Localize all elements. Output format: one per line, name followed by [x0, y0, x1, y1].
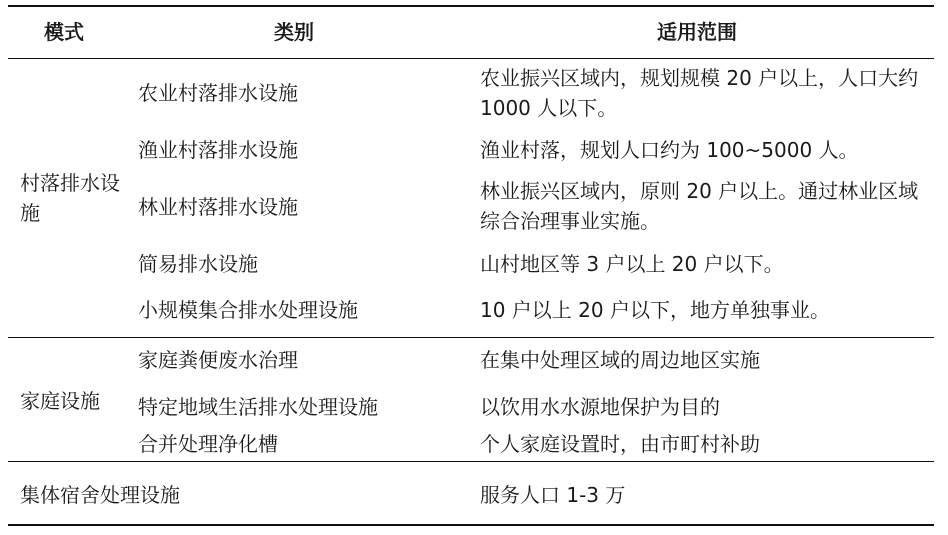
- category-cell: 小规模集合排水处理设施: [138, 298, 358, 322]
- header-category: 类别: [274, 20, 314, 44]
- group-rule-2: [8, 461, 934, 462]
- scope-cell: 山村地区等 3 户以上 20 户以下。: [480, 252, 784, 276]
- group-rule-1: [8, 337, 934, 338]
- category-cell: 简易排水设施: [138, 252, 258, 276]
- group-mode: 集体宿舍处理设施: [20, 483, 180, 507]
- scope-cell: 渔业村落，规划人口约为 100~5000 人。: [480, 138, 859, 162]
- scope-cell: 10 户以上 20 户以下，地方单独事业。: [480, 298, 830, 322]
- header-mode: 模式: [44, 20, 84, 44]
- category-cell: 农业村落排水设施: [138, 81, 298, 105]
- group-mode: 村落排水设施: [20, 171, 120, 225]
- scope-cell: 林业振兴区域内，原则 20 户以上。通过林业区域综合治理事业实施。: [480, 179, 919, 233]
- category-cell: 渔业村落排水设施: [138, 138, 298, 162]
- scope-cell: 在集中处理区域的周边地区实施: [480, 348, 760, 372]
- category-cell: 家庭粪便废水治理: [138, 348, 298, 372]
- scope-cell: 服务人口 1-3 万: [480, 483, 626, 507]
- category-cell: 特定地域生活排水处理设施: [138, 395, 378, 419]
- category-cell: 合并处理净化槽: [138, 432, 278, 456]
- scope-cell: 农业振兴区域内，规划规模 20 户以上，人口大约 1000 人以下。: [480, 66, 919, 120]
- top-rule: [8, 5, 934, 7]
- header-scope: 适用范围: [657, 20, 737, 44]
- category-cell: 林业村落排水设施: [138, 195, 298, 219]
- group-mode: 家庭设施: [20, 389, 100, 413]
- scope-cell: 个人家庭设置时，由市町村补助: [480, 432, 760, 456]
- bottom-rule: [8, 524, 934, 526]
- scope-cell: 以饮用水水源地保护为目的: [480, 395, 720, 419]
- header-rule: [8, 58, 934, 59]
